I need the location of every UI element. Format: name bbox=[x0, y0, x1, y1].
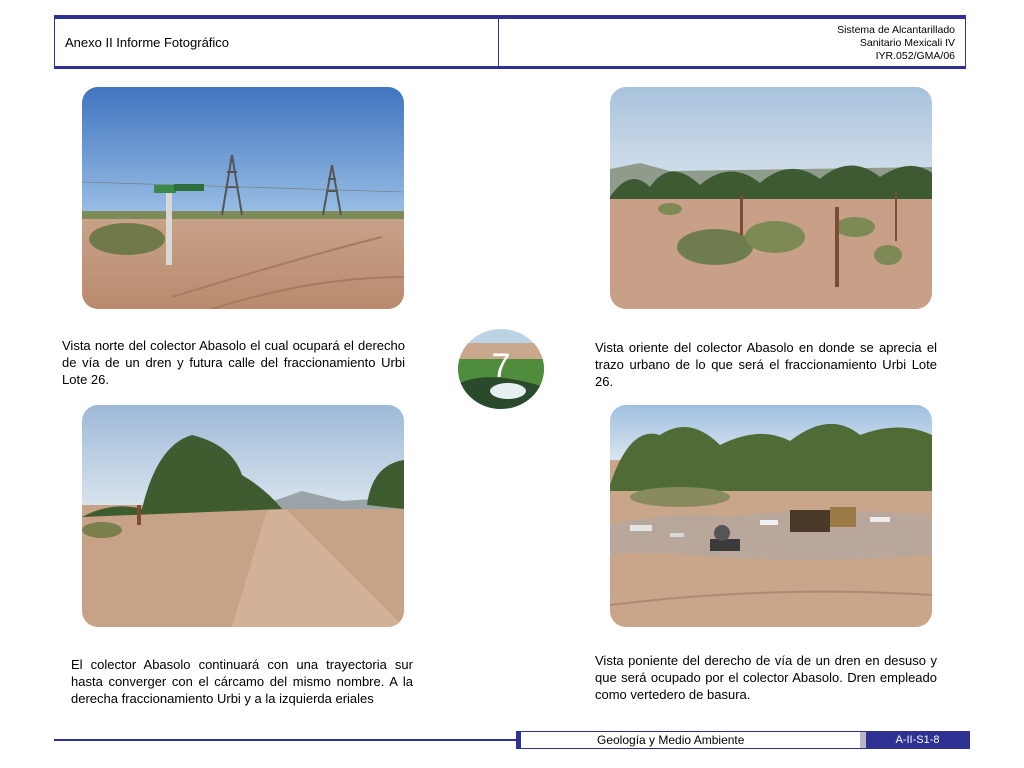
photo-west-dump bbox=[610, 405, 932, 627]
photo-south-road bbox=[82, 405, 404, 627]
page-number-badge bbox=[458, 329, 544, 409]
footer-accent bbox=[517, 732, 521, 748]
document-title: Anexo II Informe Fotográfico bbox=[65, 35, 230, 50]
badge-number: 7 bbox=[491, 347, 511, 385]
caption-photo-2: Vista oriente del colector Abasolo en donde se aprecia el trazo urbano de lo que será el fraccionamiento Urbi Lote 26. bbox=[595, 340, 937, 389]
caption-photo-4: Vista poniente del derecho de vía de un dren en desuso y que será ocupado por el colector Abasolo. Dren empleado como vertedero de basura. bbox=[595, 653, 937, 702]
header-divider bbox=[498, 19, 499, 66]
caption-photo-3: El colector Abasolo continuará con una trayectoria sur hasta converger con el cárcamo del mismo nombre. A la derecha fraccionamiento Urbi y a la izquierda eriales bbox=[71, 657, 413, 706]
system-line-2: Sanitario Mexicali IV bbox=[859, 37, 955, 49]
footer-bar bbox=[516, 731, 970, 749]
photo-east-view bbox=[610, 87, 932, 309]
header-box bbox=[54, 15, 966, 69]
system-line-3: IYR.052/GMA/06 bbox=[875, 50, 955, 62]
system-info bbox=[837, 24, 955, 63]
caption-photo-1: Vista norte del colector Abasolo el cual ocupará el derecho de vía de un dren y futura calle del fraccionamiento Urbi Lote 26. bbox=[62, 338, 405, 387]
system-line-1: Sistema de Alcantarillado bbox=[837, 24, 955, 36]
footer-rule bbox=[54, 739, 516, 741]
footer-topic: Geología y Medio Ambiente bbox=[597, 733, 745, 747]
footer-page-code: A-II-S1-8 bbox=[866, 732, 969, 748]
photo-north-view bbox=[82, 87, 404, 309]
